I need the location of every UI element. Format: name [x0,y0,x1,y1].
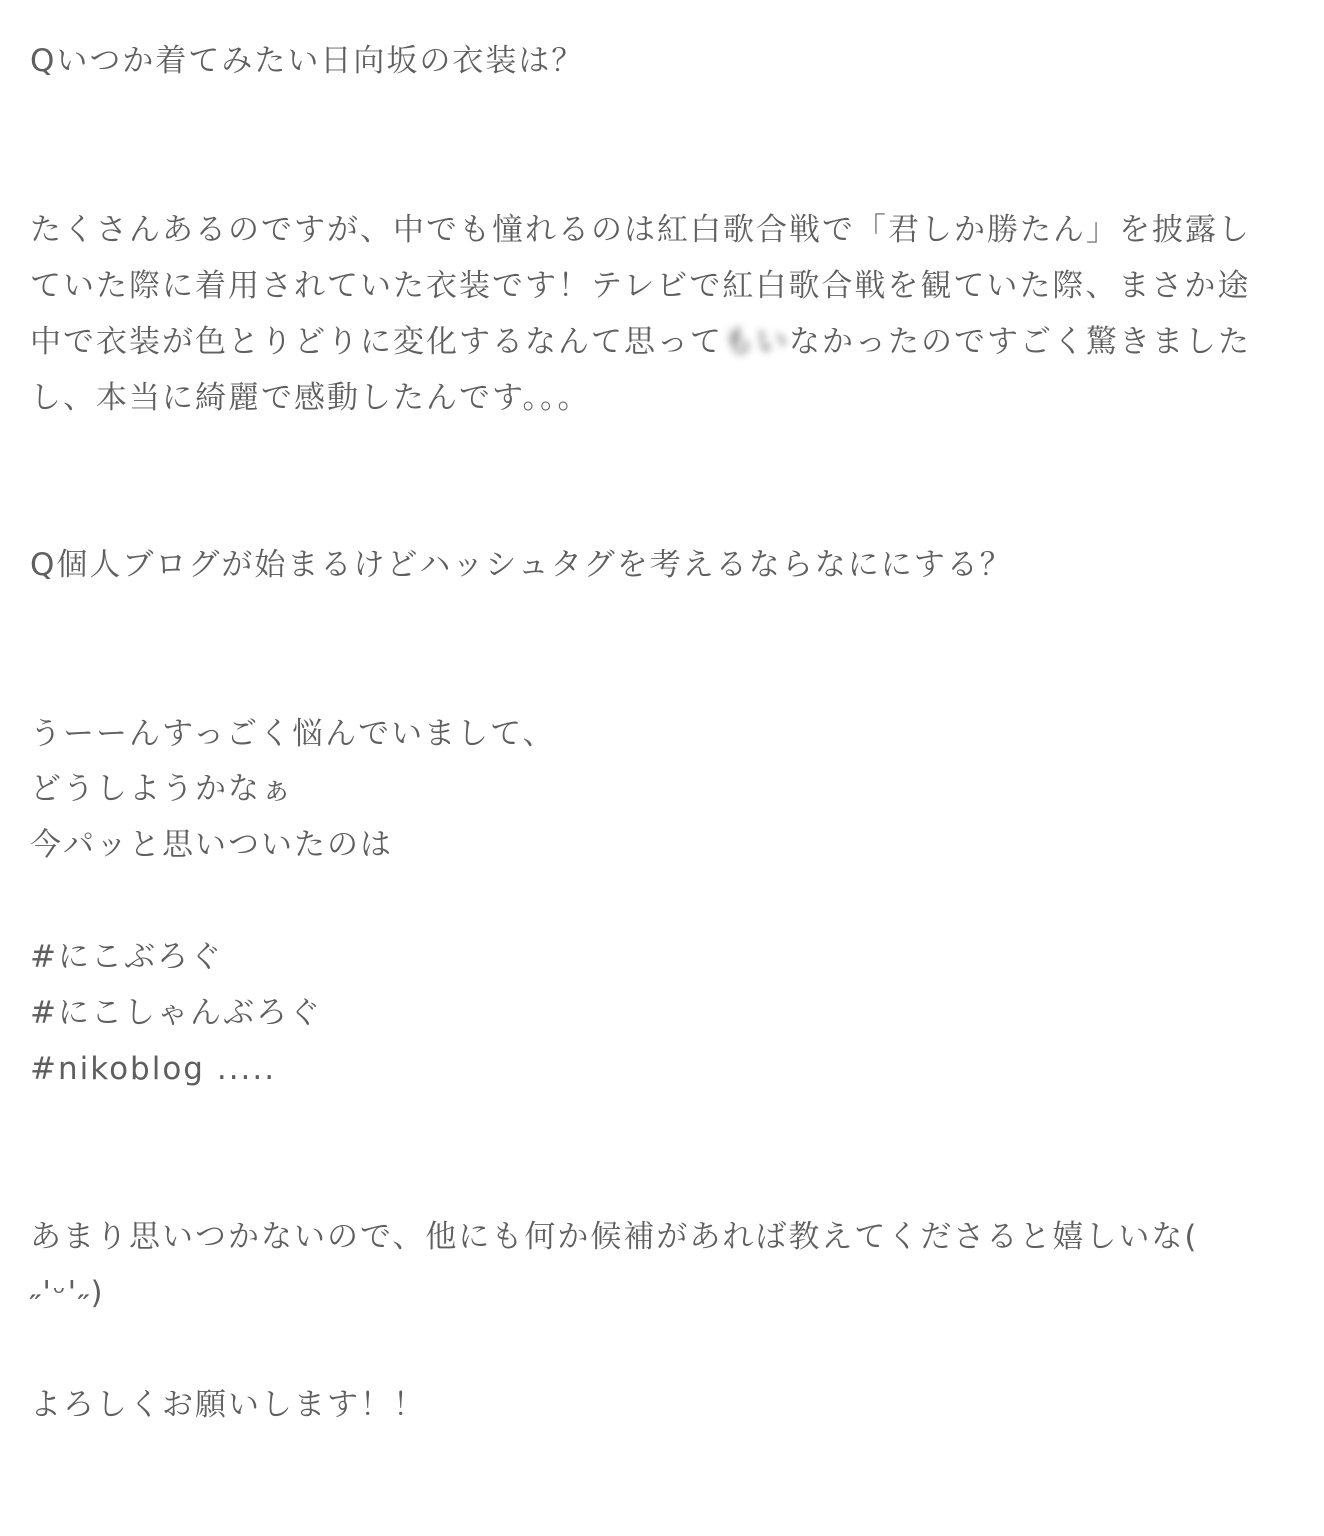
hashtag-item: #にこぶろぐ [30,939,223,975]
hashtag-item: #にこしゃんぶろぐ [30,995,322,1031]
question-hashtag: Q個人ブログが始まるけどハッシュタグを考えるならなににする？ [30,547,1013,583]
answer-costume-text-start: たくさんあるのですが、中でも憧れるのは紅白歌合戦で「君しか勝たん」を披露していた際に着用されていた衣装です！テレビで紅白歌合戦を観ていた際、まさか途中で衣装が色とりどりに変化するなんて思って [30,212,1251,360]
signoff: よろしくお願いします！！ [30,1387,426,1423]
answer-costume-text-end: なかったのですごく驚きましたし、本当に綺麗で感動したんです。。。 [30,324,1251,416]
closing-request: あまり思いつかないので、他にも何か候補があれば教えてくださると嬉しいな( [30,1219,1199,1255]
closing-emoticon: ˶'ᵕ'˶) [30,1275,105,1311]
answer-hashtag-line: うーーんすっごく悩んでいまして、 [30,716,556,752]
hashtag-item: #nikoblog ..... [30,1051,277,1087]
question-costume: Qいつか着てみたい日向坂の衣装は？ [30,43,585,79]
blurred-text: もい [723,324,789,360]
answer-costume [30,202,1258,426]
answer-hashtag-line: どうしようかなぁ [30,771,294,807]
answer-hashtag-line: 今パッと思いついたのは [30,827,393,863]
